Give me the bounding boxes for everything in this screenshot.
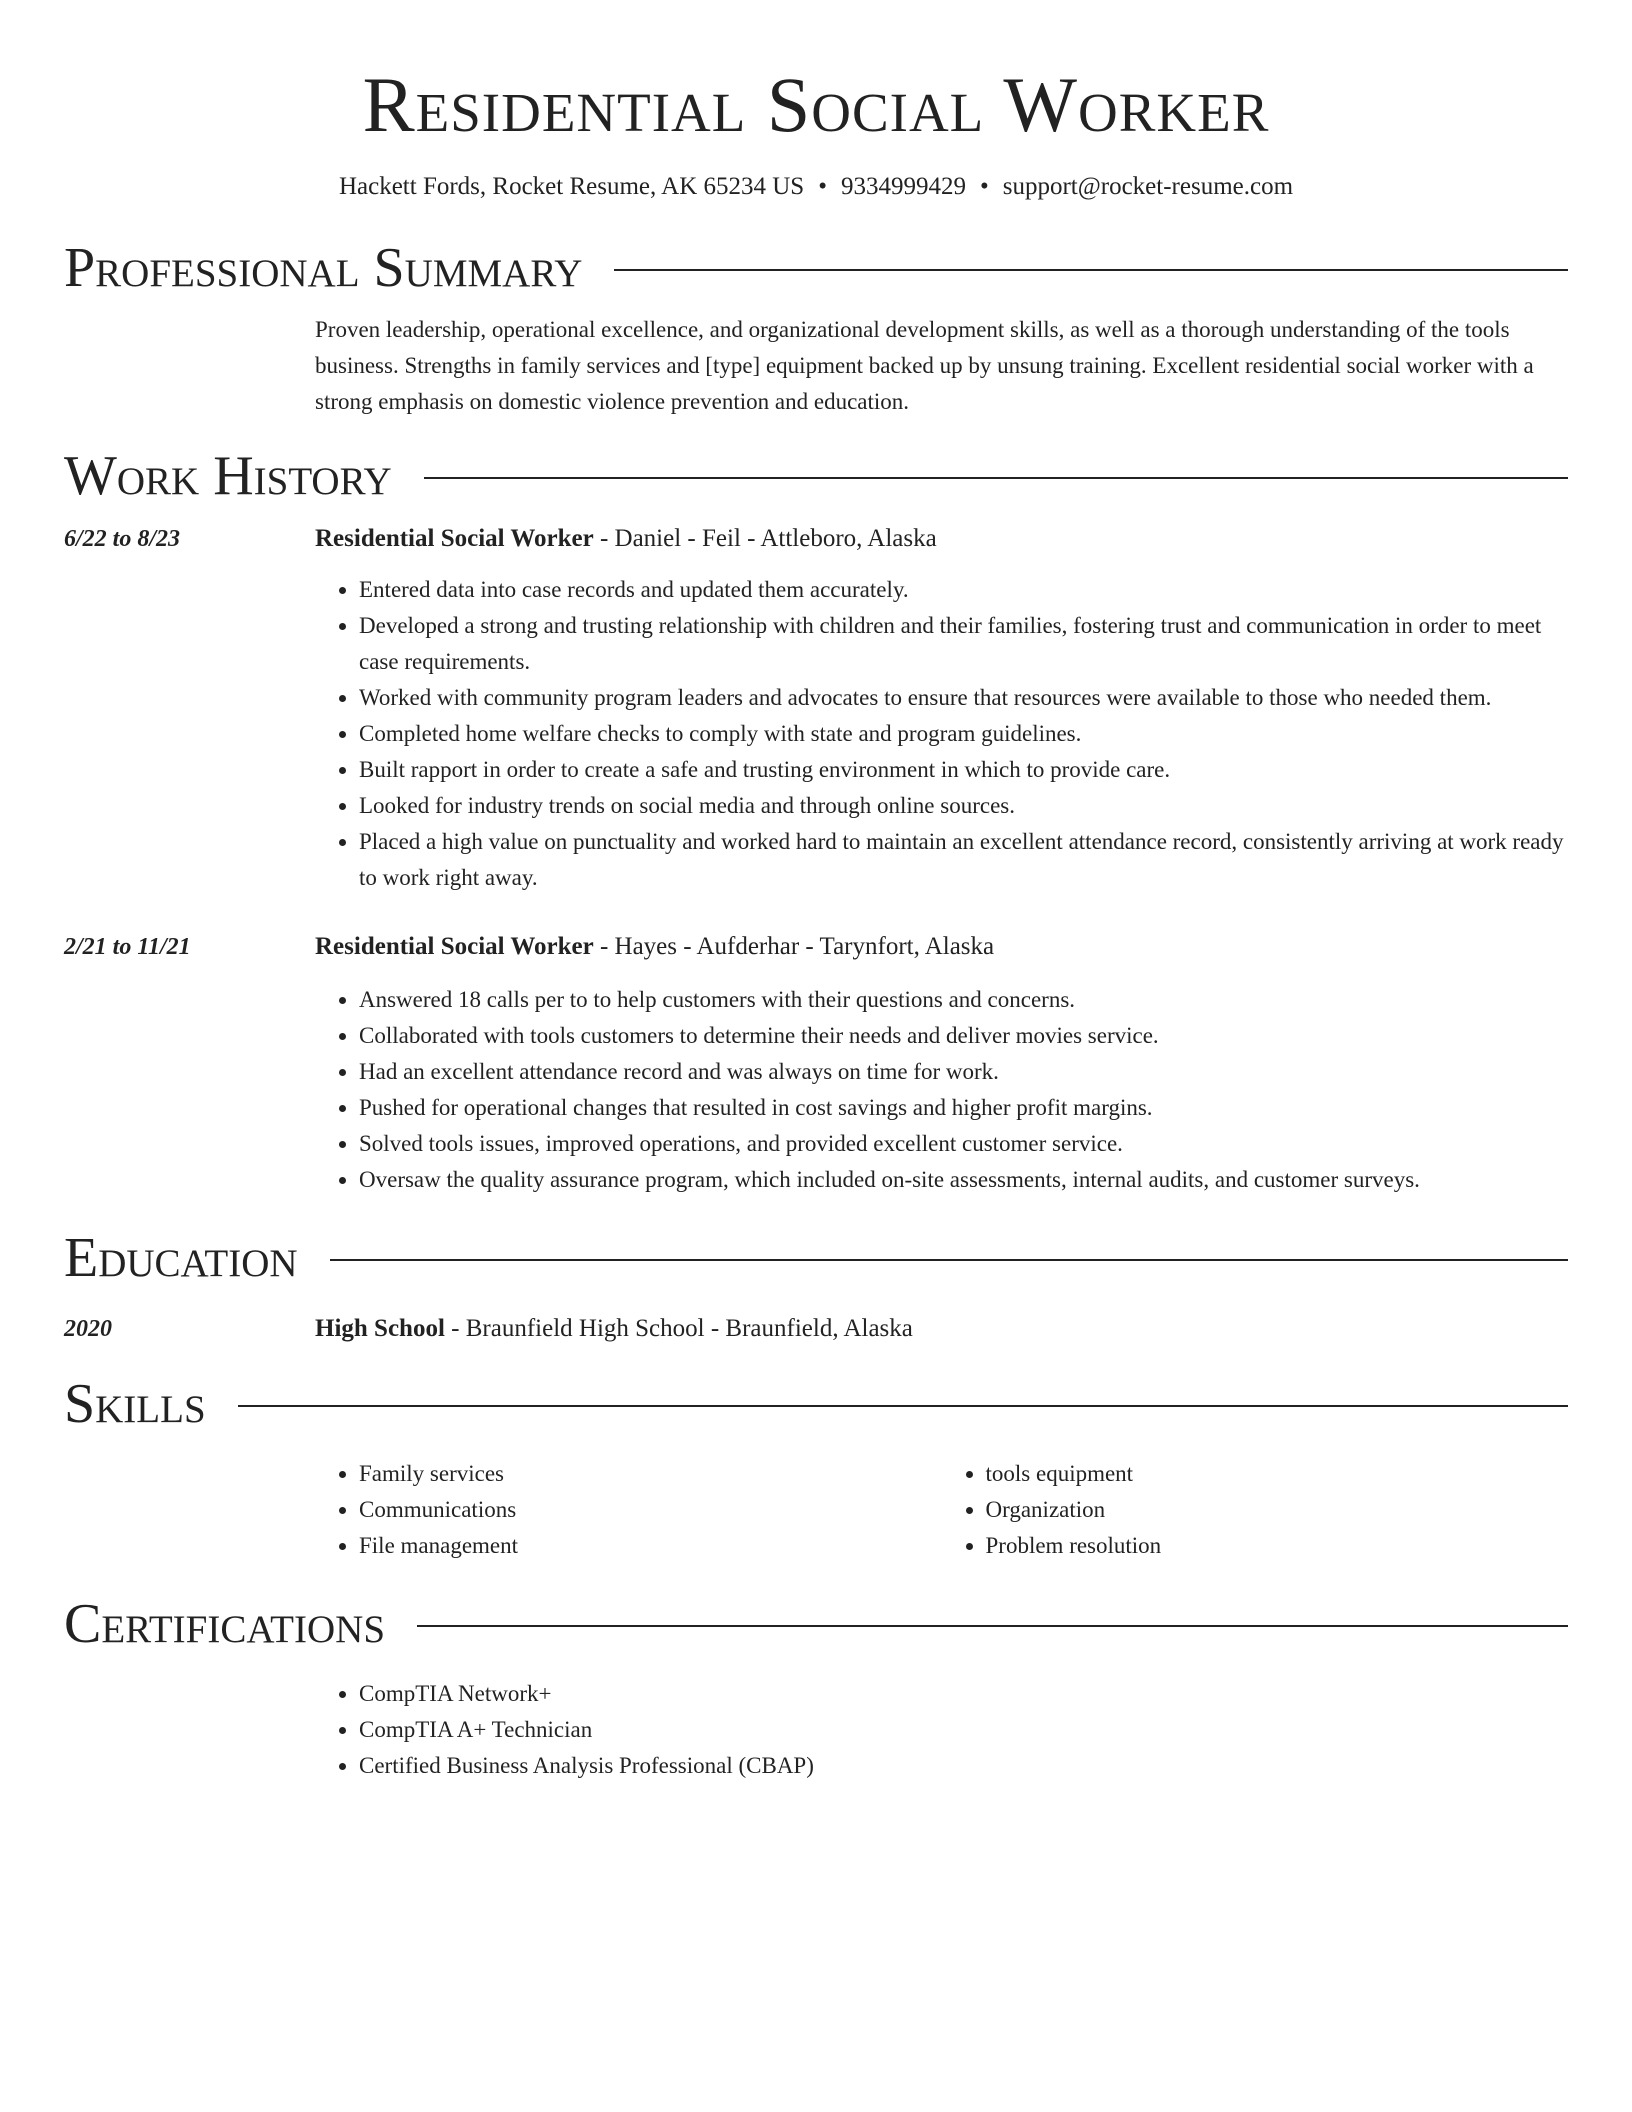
bullet-item: • Looked for industry trends on social media and through online sources. <box>359 788 1568 824</box>
work-section-header <box>64 444 1568 508</box>
job-dates: 6/22 to 8/23 <box>64 526 181 552</box>
skills-column-left <box>315 1456 942 1564</box>
summary-text: Proven leadership, operational excellence, and organizational development skills, as well as a thorough understanding of the tools business. Strengths in family services and [type] equipment backed up by unsung training. Excellent residential social worker with a strong emphasis on domestic violence prevention and education. <box>315 317 1534 414</box>
certification-item: • CompTIA Network+ <box>359 1676 1568 1712</box>
summary-body <box>315 312 1568 420</box>
education-school: - Braunfield High School - Braunfield, Alaska <box>444 1315 913 1342</box>
section-divider <box>330 1259 1568 1261</box>
bullet-item: • Solved tools issues, improved operations, and provided excellent customer service. <box>359 1126 1568 1162</box>
job-entry <box>64 930 1568 1198</box>
contact-address: Hackett Fords, Rocket Resume, AK 65234 US <box>338 173 805 200</box>
contact-phone: 9334999429 <box>840 173 966 200</box>
bullet-item: • Entered data into case records and updated them accurately. <box>359 572 1568 608</box>
bullet-list <box>315 1676 1568 1784</box>
bullet-item: • Built rapport in order to create a safe and trusting environment in which to provide care. <box>359 752 1568 788</box>
bullet-item: • Worked with community program leaders and advocates to ensure that resources were available to those who needed them. <box>359 680 1568 716</box>
skills-section-header <box>64 1372 1568 1436</box>
skill-item: • Organization <box>986 1492 1569 1528</box>
job-bullets <box>315 982 1568 1198</box>
summary-section-header <box>64 236 1568 300</box>
certification-item: • Certified Business Analysis Professional (CBAP) <box>359 1748 1568 1784</box>
education-degree: High School <box>315 1315 445 1342</box>
resume-page <box>64 0 1568 1784</box>
job-title: Residential Social Worker <box>315 525 594 552</box>
bullet-item: • Placed a high value on punctuality and worked hard to maintain an excellent attendance record, consistently arriving at work ready to work right away. <box>359 824 1568 896</box>
education-year: 2020 <box>64 1316 112 1342</box>
skill-item: • Problem resolution <box>986 1528 1569 1564</box>
job-title: Residential Social Worker <box>315 933 594 960</box>
certifications-list <box>315 1676 1568 1784</box>
skill-item: • Family services <box>359 1456 942 1492</box>
bullet-item: • Had an excellent attendance record and was always on time for work. <box>359 1054 1568 1090</box>
bullet-list <box>315 572 1568 896</box>
bullet-item: • Completed home welfare checks to comply with state and program guidelines. <box>359 716 1568 752</box>
skills-list <box>315 1456 1568 1564</box>
contact-email: support@rocket-resume.com <box>1002 173 1294 200</box>
contact-separator: • <box>979 173 989 200</box>
job-title-line <box>315 930 994 964</box>
job-employer: - Hayes - Aufderhar - Tarynfort, Alaska <box>593 933 995 960</box>
education-entry <box>64 1312 1568 1346</box>
job-entry <box>64 522 1568 896</box>
bullet-item: • Oversaw the quality assurance program, which included on-site assessments, internal audits, and customer surveys. <box>359 1162 1568 1198</box>
bullet-item: • Answered 18 calls per to to help customers with their questions and concerns. <box>359 982 1568 1018</box>
bullet-item: • Developed a strong and trusting relationship with children and their families, fostering trust and communication in order to meet case requirements. <box>359 608 1568 680</box>
skills-heading: Skills <box>64 1373 206 1435</box>
education-line <box>315 1312 913 1346</box>
skill-item: • tools equipment <box>986 1456 1569 1492</box>
certifications-section-header <box>64 1592 1568 1656</box>
contact-line <box>64 170 1568 204</box>
work-heading: Work History <box>64 445 392 507</box>
job-bullets <box>315 572 1568 896</box>
section-divider <box>238 1405 1568 1407</box>
skills-column-right <box>942 1456 1569 1564</box>
job-header <box>64 522 1568 556</box>
resume-name: Residential Social Worker <box>362 61 1270 148</box>
job-title-line <box>315 522 937 556</box>
bullet-list <box>315 982 1568 1198</box>
summary-heading: Professional Summary <box>64 237 583 299</box>
contact-separator: • <box>818 173 827 200</box>
section-divider <box>417 1625 1568 1627</box>
job-header <box>64 930 1568 964</box>
section-divider <box>424 477 1568 479</box>
education-section-header <box>64 1226 1568 1290</box>
skill-item: • File management <box>359 1528 942 1564</box>
job-employer: - Daniel - Feil - Attleboro, Alaska <box>593 525 937 552</box>
certification-item: • CompTIA A+ Technician <box>359 1712 1568 1748</box>
certifications-heading: Certifications <box>64 1593 386 1655</box>
bullet-item: • Collaborated with tools customers to determine their needs and deliver movies service. <box>359 1018 1568 1054</box>
skill-item: • Communications <box>359 1492 942 1528</box>
education-heading: Education <box>64 1227 298 1289</box>
job-dates: 2/21 to 11/21 <box>64 934 191 960</box>
bullet-item: • Pushed for operational changes that resulted in cost savings and higher profit margins. <box>359 1090 1568 1126</box>
section-divider <box>614 269 1568 271</box>
